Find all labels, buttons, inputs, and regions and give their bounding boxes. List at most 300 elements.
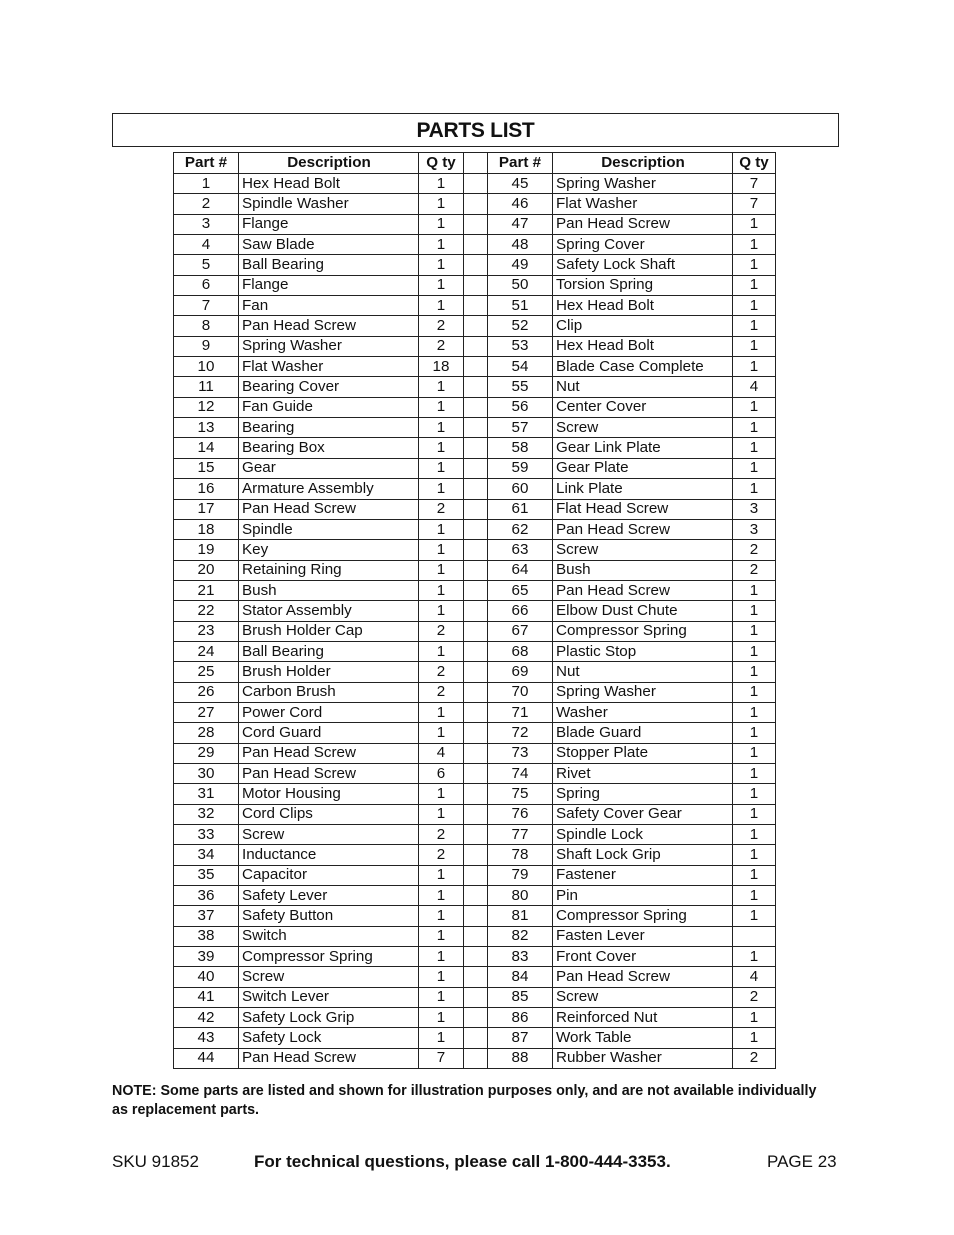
part-number: 29 bbox=[174, 743, 239, 763]
part-quantity: 1 bbox=[733, 662, 776, 682]
part-description: Work Table bbox=[553, 1028, 733, 1048]
part-quantity: 1 bbox=[733, 418, 776, 438]
column-spacer bbox=[464, 987, 488, 1007]
part-quantity: 2 bbox=[419, 825, 464, 845]
part-quantity: 1 bbox=[733, 784, 776, 804]
part-number: 36 bbox=[174, 886, 239, 906]
part-number: 39 bbox=[174, 947, 239, 967]
table-row bbox=[174, 967, 776, 987]
part-quantity: 2 bbox=[733, 560, 776, 580]
part-description: Pan Head Screw bbox=[553, 967, 733, 987]
part-quantity: 1 bbox=[733, 743, 776, 763]
part-description: Flat Washer bbox=[239, 357, 419, 377]
table-row bbox=[174, 235, 776, 255]
part-quantity: 1 bbox=[419, 296, 464, 316]
part-description: Saw Blade bbox=[239, 235, 419, 255]
part-quantity: 1 bbox=[419, 804, 464, 824]
part-quantity: 1 bbox=[419, 906, 464, 926]
part-number: 60 bbox=[488, 479, 553, 499]
part-number: 62 bbox=[488, 519, 553, 539]
part-number: 61 bbox=[488, 499, 553, 519]
part-quantity: 1 bbox=[419, 987, 464, 1007]
part-description: Motor Housing bbox=[239, 784, 419, 804]
part-quantity: 4 bbox=[419, 743, 464, 763]
part-number: 19 bbox=[174, 540, 239, 560]
table-row bbox=[174, 397, 776, 417]
part-description: Flat Washer bbox=[553, 194, 733, 214]
table-header-row bbox=[174, 153, 776, 174]
part-quantity: 2 bbox=[419, 499, 464, 519]
part-quantity: 2 bbox=[419, 682, 464, 702]
column-spacer bbox=[464, 662, 488, 682]
part-quantity: 1 bbox=[419, 926, 464, 946]
part-description: Hex Head Bolt bbox=[553, 296, 733, 316]
column-spacer bbox=[464, 886, 488, 906]
part-number: 67 bbox=[488, 621, 553, 641]
column-spacer bbox=[464, 336, 488, 356]
part-number: 52 bbox=[488, 316, 553, 336]
part-description: Bush bbox=[553, 560, 733, 580]
part-description: Flat Head Screw bbox=[553, 499, 733, 519]
parts-table-body bbox=[174, 174, 776, 1069]
part-description: Carbon Brush bbox=[239, 682, 419, 702]
column-spacer bbox=[464, 1028, 488, 1048]
part-description: Safety Button bbox=[239, 906, 419, 926]
part-quantity: 1 bbox=[419, 174, 464, 194]
table-row bbox=[174, 743, 776, 763]
table-row bbox=[174, 479, 776, 499]
table-row bbox=[174, 825, 776, 845]
part-quantity: 4 bbox=[733, 967, 776, 987]
part-quantity: 1 bbox=[733, 255, 776, 275]
part-description: Pan Head Screw bbox=[553, 214, 733, 234]
part-number: 70 bbox=[488, 682, 553, 702]
part-description: Center Cover bbox=[553, 397, 733, 417]
part-number: 34 bbox=[174, 845, 239, 865]
part-number: 13 bbox=[174, 418, 239, 438]
table-row bbox=[174, 682, 776, 702]
part-description: Fastener bbox=[553, 865, 733, 885]
part-description: Pan Head Screw bbox=[553, 580, 733, 600]
column-spacer bbox=[464, 702, 488, 722]
part-description: Spring Washer bbox=[239, 336, 419, 356]
part-description: Inductance bbox=[239, 845, 419, 865]
part-quantity: 1 bbox=[419, 214, 464, 234]
part-quantity: 1 bbox=[733, 886, 776, 906]
column-spacer bbox=[464, 255, 488, 275]
column-spacer bbox=[464, 601, 488, 621]
table-row bbox=[174, 702, 776, 722]
part-quantity: 1 bbox=[733, 1008, 776, 1028]
part-number: 79 bbox=[488, 865, 553, 885]
part-description: Ball Bearing bbox=[239, 641, 419, 661]
part-quantity: 1 bbox=[419, 255, 464, 275]
column-spacer bbox=[464, 458, 488, 478]
part-number: 69 bbox=[488, 662, 553, 682]
part-quantity: 1 bbox=[733, 845, 776, 865]
part-description: Screw bbox=[239, 967, 419, 987]
table-row bbox=[174, 641, 776, 661]
part-description: Bearing bbox=[239, 418, 419, 438]
part-number: 71 bbox=[488, 702, 553, 722]
column-spacer bbox=[464, 519, 488, 539]
part-quantity: 1 bbox=[733, 479, 776, 499]
part-description: Plastic Stop bbox=[553, 641, 733, 661]
column-spacer bbox=[464, 1048, 488, 1068]
part-quantity: 1 bbox=[419, 479, 464, 499]
table-row bbox=[174, 621, 776, 641]
part-description: Gear Link Plate bbox=[553, 438, 733, 458]
part-quantity: 1 bbox=[733, 458, 776, 478]
part-quantity: 1 bbox=[733, 906, 776, 926]
part-description: Link Plate bbox=[553, 479, 733, 499]
part-description: Retaining Ring bbox=[239, 560, 419, 580]
sku-label: SKU 91852 bbox=[112, 1152, 199, 1171]
part-number: 46 bbox=[488, 194, 553, 214]
part-quantity: 1 bbox=[733, 235, 776, 255]
part-description: Power Cord bbox=[239, 702, 419, 722]
part-description: Hex Head Bolt bbox=[239, 174, 419, 194]
part-number: 33 bbox=[174, 825, 239, 845]
part-quantity: 1 bbox=[419, 519, 464, 539]
part-quantity: 1 bbox=[733, 214, 776, 234]
table-row bbox=[174, 947, 776, 967]
header-quantity: Q ty bbox=[419, 153, 464, 174]
part-number: 5 bbox=[174, 255, 239, 275]
part-number: 85 bbox=[488, 987, 553, 1007]
part-number: 16 bbox=[174, 479, 239, 499]
part-quantity: 1 bbox=[733, 1028, 776, 1048]
column-spacer bbox=[464, 641, 488, 661]
part-description: Spring Washer bbox=[553, 682, 733, 702]
header-part-number: Part # bbox=[488, 153, 553, 174]
table-row bbox=[174, 418, 776, 438]
part-description: Switch bbox=[239, 926, 419, 946]
part-quantity bbox=[733, 926, 776, 946]
part-number: 72 bbox=[488, 723, 553, 743]
column-spacer bbox=[464, 174, 488, 194]
part-description: Safety Lock Shaft bbox=[553, 255, 733, 275]
part-quantity: 1 bbox=[419, 397, 464, 417]
part-number: 68 bbox=[488, 641, 553, 661]
part-number: 58 bbox=[488, 438, 553, 458]
part-description: Pin bbox=[553, 886, 733, 906]
part-quantity: 1 bbox=[419, 865, 464, 885]
part-quantity: 1 bbox=[733, 296, 776, 316]
part-description: Gear Plate bbox=[553, 458, 733, 478]
table-row bbox=[174, 763, 776, 783]
part-quantity: 1 bbox=[733, 357, 776, 377]
part-quantity: 1 bbox=[733, 316, 776, 336]
column-spacer bbox=[464, 214, 488, 234]
part-description: Cord Clips bbox=[239, 804, 419, 824]
part-description: Safety Lever bbox=[239, 886, 419, 906]
part-quantity: 1 bbox=[733, 601, 776, 621]
part-description: Rubber Washer bbox=[553, 1048, 733, 1068]
part-number: 12 bbox=[174, 397, 239, 417]
part-quantity: 1 bbox=[733, 825, 776, 845]
part-number: 10 bbox=[174, 357, 239, 377]
part-description: Pan Head Screw bbox=[239, 743, 419, 763]
part-quantity: 2 bbox=[419, 845, 464, 865]
table-row bbox=[174, 316, 776, 336]
part-description: Elbow Dust Chute bbox=[553, 601, 733, 621]
column-spacer bbox=[464, 540, 488, 560]
part-number: 75 bbox=[488, 784, 553, 804]
column-spacer bbox=[464, 763, 488, 783]
table-row bbox=[174, 560, 776, 580]
part-quantity: 1 bbox=[419, 967, 464, 987]
column-spacer bbox=[464, 235, 488, 255]
part-description: Spring bbox=[553, 784, 733, 804]
table-row bbox=[174, 784, 776, 804]
header-description: Description bbox=[239, 153, 419, 174]
part-number: 31 bbox=[174, 784, 239, 804]
part-description: Screw bbox=[239, 825, 419, 845]
column-spacer bbox=[464, 153, 488, 174]
column-spacer bbox=[464, 194, 488, 214]
part-description: Spindle Washer bbox=[239, 194, 419, 214]
part-description: Nut bbox=[553, 662, 733, 682]
part-description: Clip bbox=[553, 316, 733, 336]
part-number: 59 bbox=[488, 458, 553, 478]
part-number: 40 bbox=[174, 967, 239, 987]
part-description: Brush Holder Cap bbox=[239, 621, 419, 641]
part-number: 6 bbox=[174, 275, 239, 295]
part-description: Key bbox=[239, 540, 419, 560]
column-spacer bbox=[464, 397, 488, 417]
part-description: Blade Case Complete bbox=[553, 357, 733, 377]
part-number: 32 bbox=[174, 804, 239, 824]
part-number: 22 bbox=[174, 601, 239, 621]
part-description: Screw bbox=[553, 540, 733, 560]
part-number: 1 bbox=[174, 174, 239, 194]
part-quantity: 1 bbox=[733, 621, 776, 641]
column-spacer bbox=[464, 906, 488, 926]
table-row bbox=[174, 580, 776, 600]
table-row bbox=[174, 540, 776, 560]
table-row bbox=[174, 499, 776, 519]
column-spacer bbox=[464, 743, 488, 763]
part-quantity: 3 bbox=[733, 519, 776, 539]
column-spacer bbox=[464, 479, 488, 499]
table-row bbox=[174, 906, 776, 926]
part-number: 3 bbox=[174, 214, 239, 234]
part-description: Spring Cover bbox=[553, 235, 733, 255]
part-description: Compressor Spring bbox=[553, 906, 733, 926]
part-number: 24 bbox=[174, 641, 239, 661]
table-row bbox=[174, 255, 776, 275]
part-quantity: 1 bbox=[733, 397, 776, 417]
part-number: 4 bbox=[174, 235, 239, 255]
column-spacer bbox=[464, 926, 488, 946]
part-description: Pan Head Screw bbox=[239, 499, 419, 519]
part-number: 49 bbox=[488, 255, 553, 275]
part-quantity: 1 bbox=[733, 804, 776, 824]
part-number: 15 bbox=[174, 458, 239, 478]
part-quantity: 1 bbox=[733, 947, 776, 967]
part-quantity: 1 bbox=[733, 702, 776, 722]
part-description: Gear bbox=[239, 458, 419, 478]
part-number: 63 bbox=[488, 540, 553, 560]
column-spacer bbox=[464, 845, 488, 865]
part-quantity: 1 bbox=[419, 235, 464, 255]
column-spacer bbox=[464, 560, 488, 580]
part-quantity: 1 bbox=[419, 377, 464, 397]
table-row bbox=[174, 601, 776, 621]
table-row bbox=[174, 275, 776, 295]
part-number: 11 bbox=[174, 377, 239, 397]
column-spacer bbox=[464, 682, 488, 702]
part-description: Spindle Lock bbox=[553, 825, 733, 845]
part-description: Bearing Cover bbox=[239, 377, 419, 397]
part-quantity: 18 bbox=[419, 357, 464, 377]
table-row bbox=[174, 194, 776, 214]
part-quantity: 4 bbox=[733, 377, 776, 397]
part-description: Fasten Lever bbox=[553, 926, 733, 946]
part-number: 9 bbox=[174, 336, 239, 356]
part-quantity: 7 bbox=[733, 194, 776, 214]
table-row bbox=[174, 1008, 776, 1028]
part-quantity: 1 bbox=[733, 438, 776, 458]
part-description: Spindle bbox=[239, 519, 419, 539]
part-description: Spring Washer bbox=[553, 174, 733, 194]
parts-list-title-box bbox=[112, 113, 839, 147]
part-quantity: 1 bbox=[419, 580, 464, 600]
part-quantity: 6 bbox=[419, 763, 464, 783]
part-number: 56 bbox=[488, 397, 553, 417]
part-description: Bush bbox=[239, 580, 419, 600]
part-description: Flange bbox=[239, 275, 419, 295]
table-row bbox=[174, 1028, 776, 1048]
part-quantity: 1 bbox=[419, 784, 464, 804]
column-spacer bbox=[464, 804, 488, 824]
column-spacer bbox=[464, 296, 488, 316]
table-row bbox=[174, 662, 776, 682]
part-quantity: 3 bbox=[733, 499, 776, 519]
column-spacer bbox=[464, 723, 488, 743]
page-number: PAGE 23 bbox=[767, 1152, 837, 1171]
column-spacer bbox=[464, 967, 488, 987]
part-number: 26 bbox=[174, 682, 239, 702]
part-quantity: 7 bbox=[419, 1048, 464, 1068]
part-number: 18 bbox=[174, 519, 239, 539]
column-spacer bbox=[464, 438, 488, 458]
column-spacer bbox=[464, 621, 488, 641]
part-number: 2 bbox=[174, 194, 239, 214]
part-quantity: 1 bbox=[419, 886, 464, 906]
technical-support-text: For technical questions, please call 1-800-444-3353. bbox=[254, 1152, 671, 1171]
part-quantity: 1 bbox=[733, 275, 776, 295]
part-quantity: 1 bbox=[733, 641, 776, 661]
part-number: 80 bbox=[488, 886, 553, 906]
table-row bbox=[174, 865, 776, 885]
part-quantity: 1 bbox=[419, 560, 464, 580]
part-description: Pan Head Screw bbox=[239, 763, 419, 783]
part-description: Stator Assembly bbox=[239, 601, 419, 621]
part-description: Cord Guard bbox=[239, 723, 419, 743]
table-row bbox=[174, 845, 776, 865]
column-spacer bbox=[464, 784, 488, 804]
table-row bbox=[174, 804, 776, 824]
part-description: Safety Cover Gear bbox=[553, 804, 733, 824]
column-spacer bbox=[464, 418, 488, 438]
part-quantity: 1 bbox=[419, 194, 464, 214]
column-spacer bbox=[464, 275, 488, 295]
part-number: 66 bbox=[488, 601, 553, 621]
part-number: 30 bbox=[174, 763, 239, 783]
table-row bbox=[174, 886, 776, 906]
part-description: Reinforced Nut bbox=[553, 1008, 733, 1028]
part-number: 77 bbox=[488, 825, 553, 845]
part-number: 73 bbox=[488, 743, 553, 763]
part-number: 23 bbox=[174, 621, 239, 641]
part-description: Switch Lever bbox=[239, 987, 419, 1007]
part-number: 14 bbox=[174, 438, 239, 458]
part-number: 42 bbox=[174, 1008, 239, 1028]
part-number: 78 bbox=[488, 845, 553, 865]
part-quantity: 7 bbox=[733, 174, 776, 194]
column-spacer bbox=[464, 357, 488, 377]
note-text: NOTE: Some parts are listed and shown for illustration purposes only, and are not available individually as replacement parts. bbox=[112, 1083, 817, 1118]
part-number: 38 bbox=[174, 926, 239, 946]
table-row bbox=[174, 174, 776, 194]
part-number: 28 bbox=[174, 723, 239, 743]
part-number: 81 bbox=[488, 906, 553, 926]
column-spacer bbox=[464, 947, 488, 967]
part-number: 21 bbox=[174, 580, 239, 600]
part-quantity: 1 bbox=[419, 702, 464, 722]
column-spacer bbox=[464, 499, 488, 519]
part-description: Blade Guard bbox=[553, 723, 733, 743]
part-number: 8 bbox=[174, 316, 239, 336]
part-quantity: 1 bbox=[733, 763, 776, 783]
part-description: Rivet bbox=[553, 763, 733, 783]
part-number: 44 bbox=[174, 1048, 239, 1068]
part-description: Stopper Plate bbox=[553, 743, 733, 763]
part-number: 27 bbox=[174, 702, 239, 722]
part-quantity: 1 bbox=[419, 601, 464, 621]
part-number: 53 bbox=[488, 336, 553, 356]
part-number: 37 bbox=[174, 906, 239, 926]
part-description: Ball Bearing bbox=[239, 255, 419, 275]
part-description: Hex Head Bolt bbox=[553, 336, 733, 356]
part-number: 82 bbox=[488, 926, 553, 946]
part-quantity: 1 bbox=[733, 682, 776, 702]
part-quantity: 2 bbox=[733, 1048, 776, 1068]
part-description: Pan Head Screw bbox=[553, 519, 733, 539]
part-quantity: 2 bbox=[419, 316, 464, 336]
part-quantity: 1 bbox=[419, 458, 464, 478]
column-spacer bbox=[464, 580, 488, 600]
part-number: 55 bbox=[488, 377, 553, 397]
part-quantity: 2 bbox=[419, 662, 464, 682]
part-number: 84 bbox=[488, 967, 553, 987]
part-quantity: 1 bbox=[419, 641, 464, 661]
part-description: Armature Assembly bbox=[239, 479, 419, 499]
table-row bbox=[174, 377, 776, 397]
part-number: 65 bbox=[488, 580, 553, 600]
part-description: Safety Lock bbox=[239, 1028, 419, 1048]
part-number: 54 bbox=[488, 357, 553, 377]
part-number: 87 bbox=[488, 1028, 553, 1048]
part-description: Bearing Box bbox=[239, 438, 419, 458]
part-description: Fan bbox=[239, 296, 419, 316]
table-row bbox=[174, 987, 776, 1007]
table-row bbox=[174, 1048, 776, 1068]
column-spacer bbox=[464, 865, 488, 885]
part-number: 47 bbox=[488, 214, 553, 234]
